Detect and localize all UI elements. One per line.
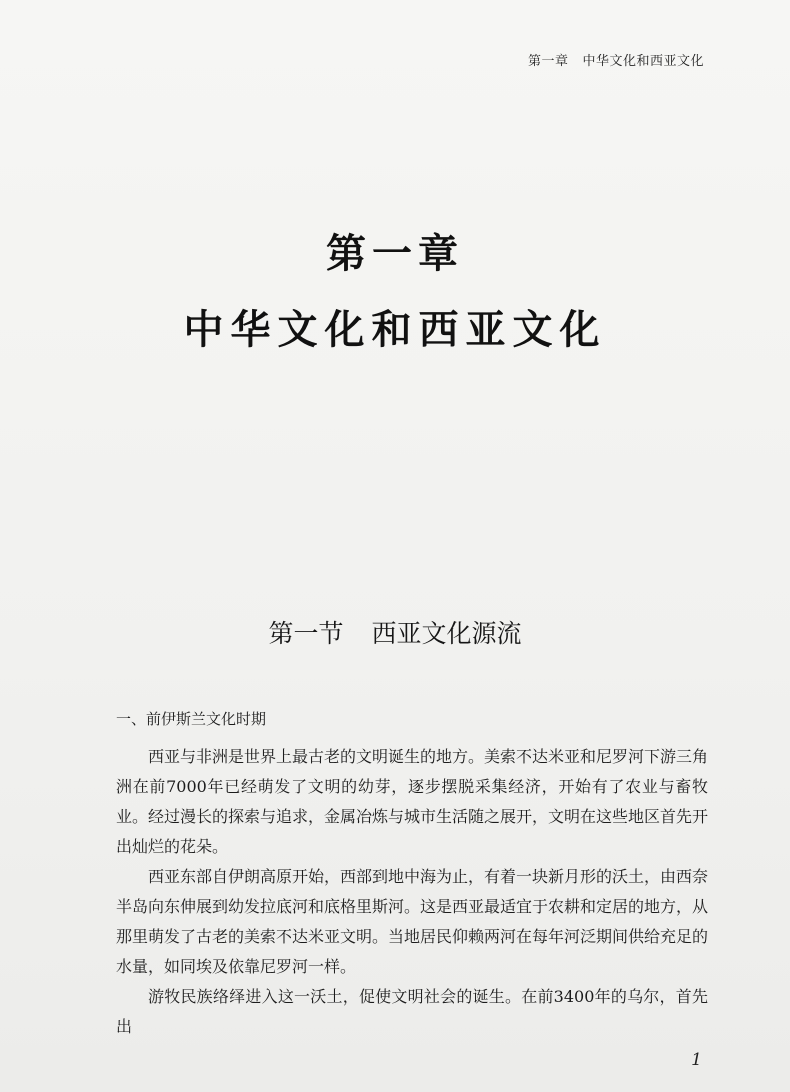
section-number: 第一节 [268, 619, 344, 648]
running-header [528, 50, 704, 69]
section-name: 西亚文化源流 [371, 619, 522, 648]
paragraph: 西亚东部自伊朗高原开始，西部到地中海为止，有着一块新月形的沃土，由西奈半岛向东伸展到幼发拉底河和底格里斯河。这是西亚最适宜于农耕和定居的地方，从那里萌发了古老的美索不达米亚文明。当地居民仰赖两河在每年河泛期间供给充足的水量，如同埃及依靠尼罗河一样。 [116, 867, 709, 976]
running-header-title: 中华文化和西亚文化 [582, 54, 704, 69]
subsection-heading: 一、前伊斯兰文化时期 [116, 710, 267, 728]
paragraph: 西亚与非洲是世界上最古老的文明诞生的地方。美索不达米亚和尼罗河下游三角洲在前7000年已经萌发了文明的幼芽，逐步摆脱采集经济，开始有了农业与畜牧业。经过漫长的探索与追求，金属冶炼与城市生活随之展开，文明在这些地区首先开出灿烂的花朵。 [116, 747, 709, 856]
chapter-number: 第一章 [326, 231, 464, 277]
body-text [116, 742, 708, 1042]
chapter-title: 中华文化和西亚文化 [183, 307, 607, 353]
section-title [0, 614, 790, 650]
paragraph: 游牧民族络绎进入这一沃土，促使文明社会的诞生。在前3400年的乌尔，首先出 [116, 987, 708, 1036]
page-number: 1 [691, 1050, 702, 1070]
running-header-chapter: 第一章 [527, 54, 569, 69]
